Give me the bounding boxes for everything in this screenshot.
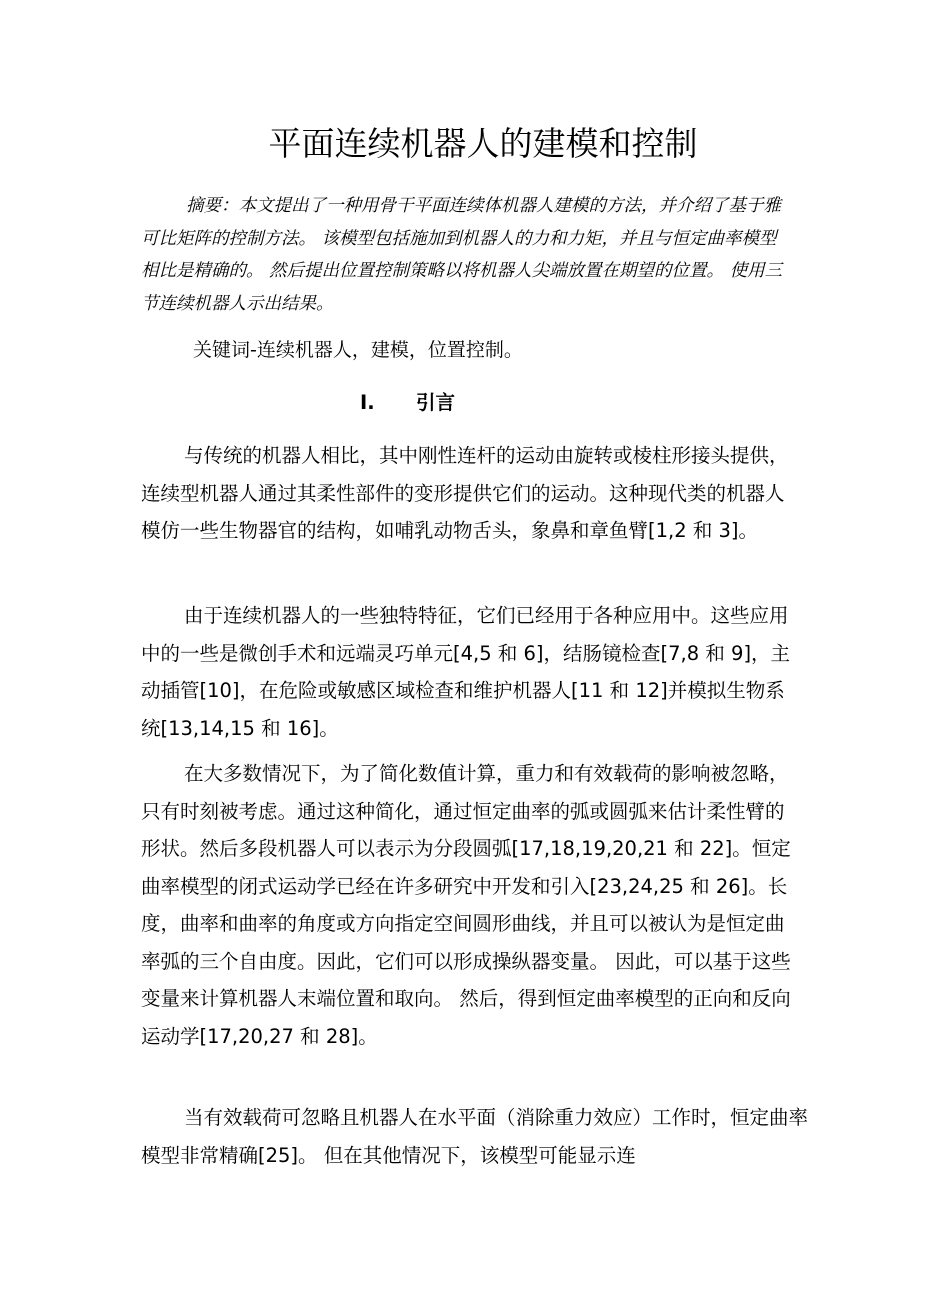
keywords: 关键词-连续机器人，建模，位置控制。 — [193, 339, 523, 361]
paragraph-3: 在大多数情况下，为了简化数值计算，重力和有效载荷的影响被忽略，只有时刻被考虑。通过这种简化，通过恒定曲率的弧或圆弧来估计柔性臂的形状。然后多段机器人可以表示为分段圆弧[17,18,19,20,21 和 22]。恒定曲率模型的闭式运动学已经在许多研究中开发和引入[23,24,25 和 26]。长度，曲率和曲率的角度或方向指定空间圆形曲线，并且可以被认为是恒定曲率弧的三个自由度。因此，它们可以形成操纵器变量。 因此，可以基于这些变量来计算机器人末端位置和取向。 然后，得到恒定曲率模型的正向和反向运动学[17,20,27 和 28]。 — [141, 762, 791, 1048]
section-heading — [360, 386, 660, 420]
paragraph-4: 当有效载荷可忽略且机器人在水平面（消除重力效应）工作时，恒定曲率模型非常精确[25]。 但在其他情况下，该模型可能显示连 — [141, 1106, 809, 1167]
paragraph-2: 由于连续机器人的一些独特特征，它们已经用于各种应用中。这些应用中的一些是微创手术和远端灵巧单元[4,5 和 6]，结肠镜检查[7,8 和 9]，主动插管[10]，在危险或敏感区域检查和维护机器人[11 和 12]并模拟生物系统[13,14,15 和 16]。 — [141, 604, 791, 740]
paragraph-1: 与传统的机器人相比，其中刚性连杆的运动由旋转或棱柱形接头提供，连续型机器人通过其柔性部件的变形提供它们的运动。这种现代类的机器人模仿一些生物器官的结构，如哺乳动物舌头，象鼻和章鱼臂[1,2 和 3]。 — [141, 444, 789, 542]
abstract: 摘要：本文提出了一种用骨干平面连续体机器人建模的方法，并介绍了基于雅可比矩阵的控制方法。 该模型包括施加到机器人的力和力矩，并且与恒定曲率模型相比是精确的。 然后提出位置控制策略以将机器人尖端放置在期望的位置。 使用三节连续机器人示出结果。 — [141, 196, 783, 314]
section-number: I. — [360, 391, 375, 414]
paper-title: 平面连续机器人的建模和控制 — [268, 124, 698, 163]
section-title: 引言 — [416, 391, 456, 414]
